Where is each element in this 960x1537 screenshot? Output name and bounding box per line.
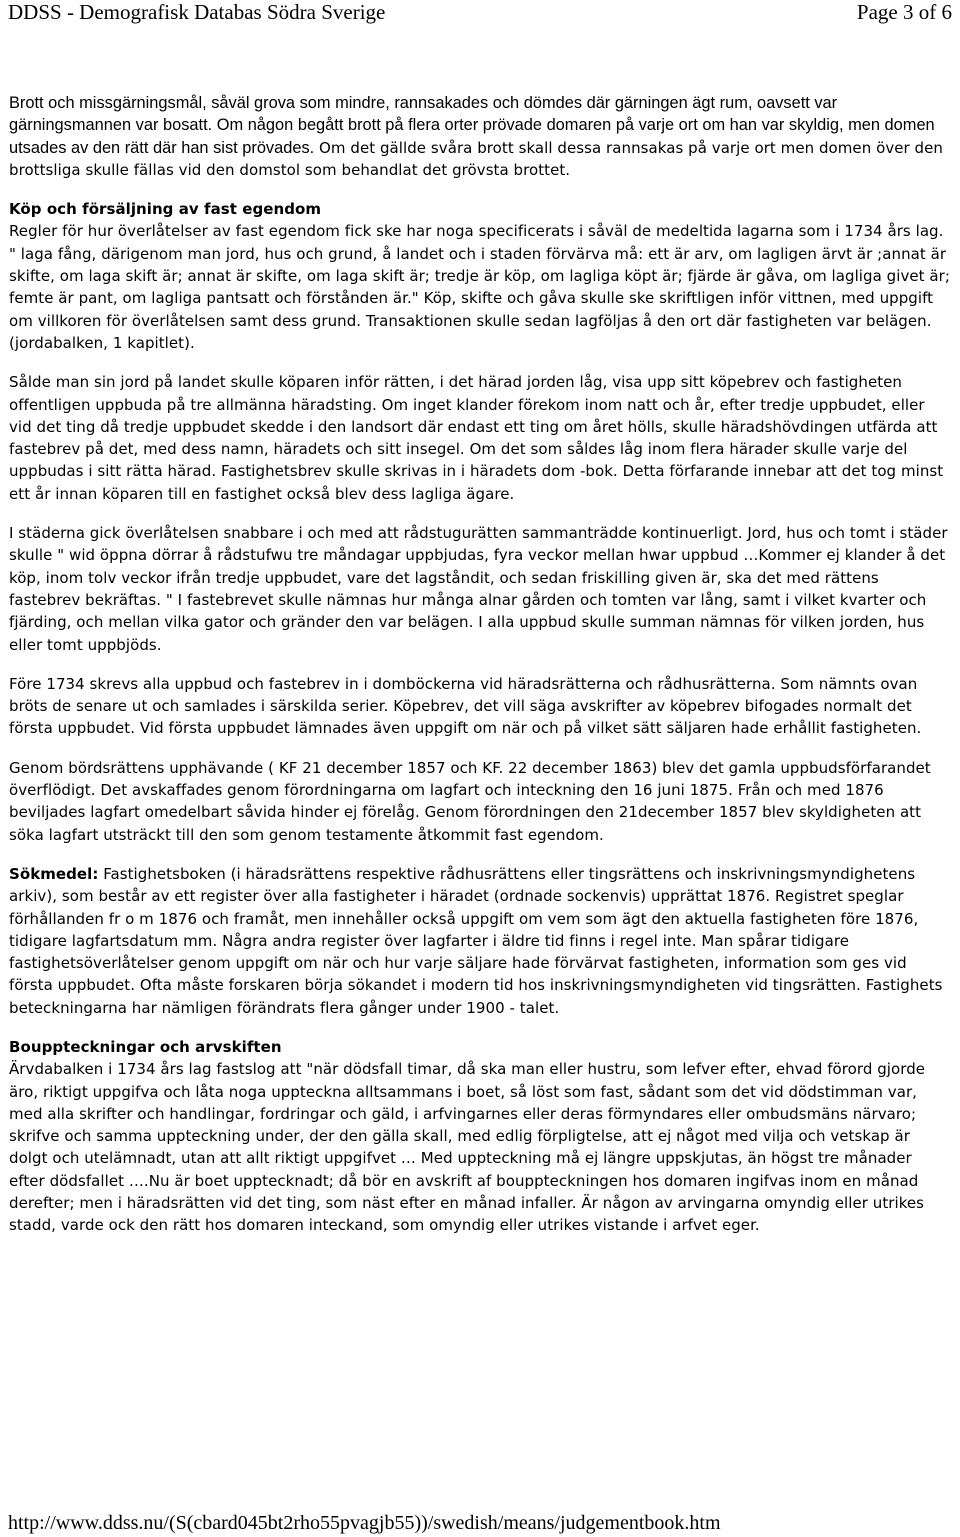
- heading-kop-text: Köp och försäljning av fast egendom: [9, 200, 322, 219]
- sokmedel-text: Fastighetsboken (i häradsrättens respektive rådhusrättens eller tingsrättens och inskrivningsmyndighetens arkiv), som består av ett register över alla fastigheter i häradet (ordnade sockenvis) upprättat 1876. Registret speglar förhållanden fr o m 1876 och framåt, men innehåller också uppgift om vem som ägt den aktuella fastigheten före 1876, tidigare lagfartsdatum mm. Några andra register över lagfarter i äldre tid finns i regel inte. Man spårar tidigare fastighetsöverlåtelser genom uppgift om när och hur varje säljare hade förvärvat fastigheten, information som ges vid första uppbudet. Ofta måste forskaren börja sökandet i modern tid hos inskrivningsmyndigheten vid tingsrätten. Fastighets beteckningarna har nämligen förändrats flera gånger under 1900 - talet.: [9, 864, 943, 1017]
- document-body: [9, 92, 950, 1254]
- paragraph-salde: Sålde man sin jord på landet skulle köparen inför rätten, i det härad jorden låg, visa upp sitt köpebrev och fastigheten offentligen uppbuda på tre allmänna häradsting. Om inget klander förekom inom natt och år, efter tredje uppbudet, eller vid det ting då tredje uppbudet skedde i den landsort där endast ett ting om året hölls, skulle häradshövdingen utfärda att fastebrev på det, med dess namn, häradets och sitt insegel. Om det som såldes låg inom flera härader skulle varje del uppbudas i sitt rätta härad. Fastighetsbrev skulle skrivas in i häradets dom -bok. Detta förfarande innebar att det tog minst ett år innan köparen till en fastighet också blev dess lagliga ägare.: [9, 373, 944, 503]
- page-header: [8, 0, 952, 28]
- paragraph-brott: [9, 92, 950, 181]
- paragraph-brott-lead: Brott och missgärningsmål, såväl grova som mindre, rannsakades och dömdes där gärningen ägt rum, oavsett var gärningsmannen var bosatt. Om någon begått brott på flera orter prövade domaren på varje ort om han var skyldig, men domen utsades av den rätt där han sist prövades.: [9, 94, 935, 157]
- paragraph-bordsratten: Genom bördsrättens upphävande ( KF 21 december 1857 och KF. 22 december 1863) blev det gamla uppbudsförfarandet överflödigt. Det avskaffades genom förordningarna om lagfart och inteckning den 16 juni 1875. Från och med 1876 beviljades lagfart omedelbart såvida hinder ej förelåg. Genom förordningen den 21december 1857 blev skyldigheten att söka lagfart utsträckt till den som genom testamente åtkommit fast egendom.: [9, 758, 931, 844]
- page-footer-url: http://www.ddss.nu/(S(cbard045bt2rho55pvagjb55))/swedish/means/judgementbook.htm: [8, 1512, 721, 1534]
- paragraph-regler: Regler för hur överlåtelser av fast egendom fick ske har noga specificerats i såväl de medeltida lagarna som i 1734 års lag. " laga fång, därigenom man jord, hus och grund, å landet och i staden förvärva må: ett är arv, om lagligen ärvt är ;annat är skifte, om laga skift är; annat är skifte, om laga skift är; tredje är köp, om lagliga köpt är; fjärde är gåva, om lagliga givet är; femte är pant, om lagliga pantsatt och förstånden är." Köp, skifte och gåva skulle ske skriftligen inför vittnen, med uppgift om villkoren för överlåtelsen samt dess grund. Transaktionen skulle sedan lagföljas å den ort där fastigheten var belägen. (jordabalken, 1 kapitlet).: [9, 222, 950, 352]
- document-title: DDSS - Demografisk Databas Södra Sverige: [8, 0, 386, 24]
- page-number: Page 3 of 6: [856, 0, 952, 24]
- heading-bouppteckningar: [9, 1036, 950, 1058]
- paragraph-staderna: I städerna gick överlåtelsen snabbare i och med att rådstugurätten sammanträdde kontinuerligt. Jord, hus och tomt i städer skulle " wid öppna dörrar å rådstufwu tre måndagar uppbjudas, fyra veckor mellan hwar uppbud …Kommer ej klander å det köp, inom tolv veckor ifrån tredje uppbudet, vare det lagståndit, och sedan friskilling given är, ska det med rättens fastebrev bekräftas. " I fastebrevet skulle nämnas hur många alnar gården och tomten var lång, samt i vilket kvarter och fjärding, och mellan vilka gator och gränder den var belägen. I alla uppbud skulle summan nämnas för vilken jorden, hus eller tomt uppbjöds.: [9, 524, 948, 654]
- paragraph-sokmedel: [9, 863, 950, 1019]
- paragraph-arvdabalken: Ärvdabalken i 1734 års lag fastslog att "när dödsfall timar, då ska man eller hustru, som lefver efter, ehvad förord gjorde äro, riktigt uppgifva och låta noga uppteckna alltsammans i boet, så löst som fast, sådant som det vid dödstimman var, med alla skrifter och handlingar, fordringar och gäld, i arfvingarnes eller deras förmyndares eller ombudsmäns närvaro; skrifve och samma uppteckning under, der den gälla skall, med edlig förpligtelse, att ej något med vilja och vetskap är dolgt och utelämnadt, utan att allt riktigt uppgifvet … Med uppteckning må ej längre uppskjutas, än högst tre månader efter dödsfallet ….Nu är boet upptecknadt; då bör en avskrift af bouppteckningen hos domaren ingifvas inom en månad derefter; men i häradsrätten vid det ting, som näst efter en månad infaller. Är någon av arvingarna omyndig eller utrikes stadd, varde ock den rätt hos domaren inteckand, som omyndig eller utrikes vistande i arfvet eger.: [9, 1060, 926, 1235]
- paragraph-fore-1734: Före 1734 skrevs alla uppbud och fastebrev in i domböckerna vid häradsrätterna och rådhusrätterna. Som nämnts ovan bröts de senare ut och samlades i särskilda serier. Köpebrev, det vill säga avskrifter av köpebrev bifogades normalt det första uppbudet. Vid första uppbudet lämnades även uppgift om när och på vilket sätt säljaren hade erhållit fastigheten.: [9, 674, 922, 738]
- heading-kop-och-forsaljning: [9, 198, 950, 220]
- paragraph-brott-rest: Om det gällde svåra brott skall dessa rannsakas på varje ort men domen över den brottsliga skulle fällas vid den domstol som behandlat det grövsta brottet.: [9, 138, 943, 179]
- heading-bou-text: Bouppteckningar och arvskiften: [9, 1037, 282, 1056]
- sokmedel-label: Sökmedel:: [9, 864, 99, 883]
